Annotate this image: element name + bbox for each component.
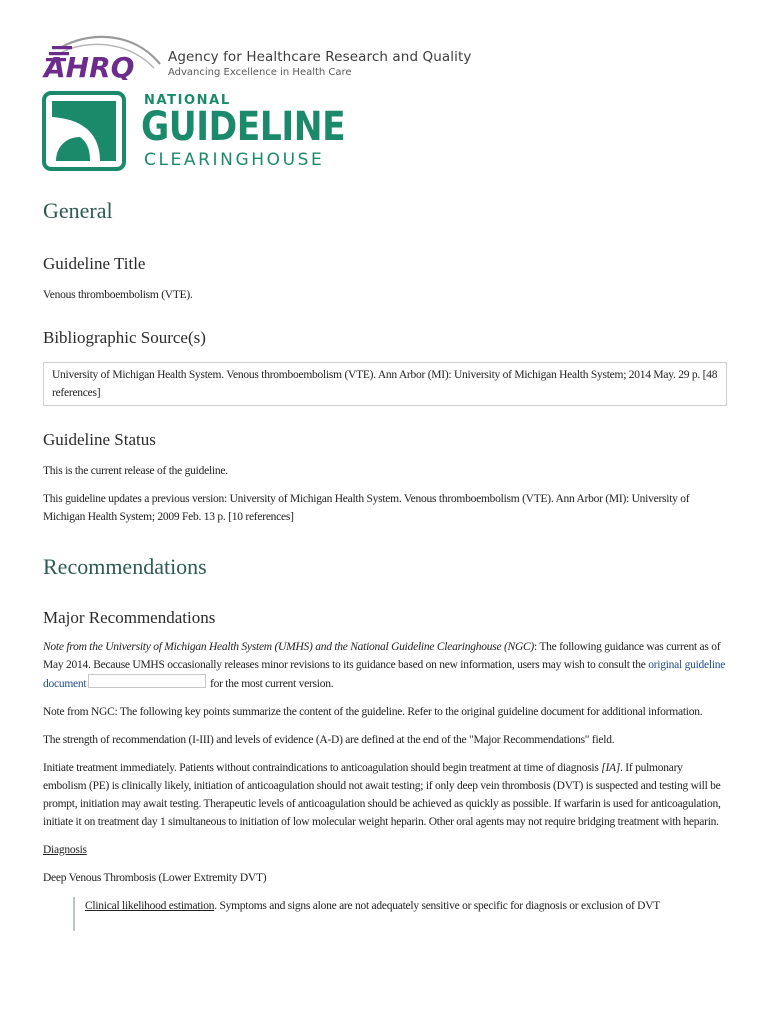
ahrq-agency-name: Agency for Healthcare Research and Quality <box>168 49 472 65</box>
ngc-guideline-text: GUIDELINE <box>141 104 346 150</box>
guideline-title-heading: Guideline Title <box>43 254 146 273</box>
diagnosis-heading: Diagnosis <box>43 844 87 856</box>
umhs-note-body: : The following guidance was current as of May 2014. Because UMHS occasionally releases minor revisions to its guidance based on new information, users may wish to consult the <box>43 641 721 671</box>
ngc-note-paragraph: Note from NGC: The following key points summarize the content of the guideline. Refer to the original guideline document for additional information. <box>43 706 703 718</box>
ahrq-logo-mark-icon <box>42 34 162 80</box>
initiate-treatment-text: Initiate treatment immediately. Patients without contraindications to anticoagulation should begin treatment at time of diagnosis <box>43 762 602 774</box>
section-heading-general: General <box>43 198 113 223</box>
strength-note-paragraph: The strength of recommendation (I-III) and levels of evidence (A-D) are defined at the end of the "Major Recommendations" field. <box>43 734 615 746</box>
guideline-status-current: This is the current release of the guideline. <box>43 465 228 477</box>
major-recommendations-heading: Major Recommendations <box>43 608 216 627</box>
clinical-likelihood-heading: Clinical likelihood estimation <box>85 900 215 912</box>
guideline-status-heading: Guideline Status <box>43 430 156 449</box>
document-content <box>43 196 727 931</box>
ahrq-logo-text: AHRQ <box>44 51 135 80</box>
initiate-treatment-text-cont: . If pulmonary embolism (PE) is clinically likely, initiation of anticoagulation should not await testing; if only deep vein thrombosis (DVT) is suspected and testing will be prompt, initiation may await testing. Therapeutic levels of anticoagulation should be achieved as quickly as possible. If warfarin is used for anticoagulation, initiate it on treatment day 1 simultaneous to initiation of low molecular weight heparin. Other oral agents may not require bridging treatment with heparin. <box>43 762 721 828</box>
ahrq-tagline: Advancing Excellence in Health Care <box>168 67 352 78</box>
original-guideline-link[interactable]: original guideline document <box>43 659 726 690</box>
guideline-title-text: Venous thromboembolism (VTE). <box>43 289 193 301</box>
clinical-likelihood-text: . Symptoms and signs alone are not adequately sensitive or specific for diagnosis or exclusion of DVT <box>214 900 661 912</box>
umhs-note-end: for the most current version. <box>207 678 334 690</box>
ngc-clearinghouse-text: CLEARINGHOUSE <box>144 150 325 170</box>
ngc-logo-mark-icon <box>42 91 126 171</box>
section-heading-recommendations: Recommendations <box>43 554 207 579</box>
bibliographic-source-heading: Bibliographic Source(s) <box>43 328 206 347</box>
clinical-likelihood-block <box>73 897 727 931</box>
clinical-likelihood-paragraph <box>85 897 727 915</box>
umhs-note-italic: Note from the University of Michigan Health System (UMHS) and the National Guideline Clearinghouse (NGC) <box>43 641 535 653</box>
dvt-heading: Deep Venous Thrombosis (Lower Extremity DVT) <box>43 872 267 884</box>
umhs-note-paragraph <box>43 638 727 693</box>
ahrq-logo[interactable] <box>42 34 492 82</box>
ngc-national-text: NATIONAL <box>144 93 231 108</box>
guideline-status-update: This guideline updates a previous version: University of Michigan Health System. Venous thromboembolism (VTE). Ann Arbor (MI): University of Michigan Health System; 2009 Feb. 13 p. [10 references] <box>43 493 690 523</box>
link-placeholder-box <box>88 674 206 688</box>
ngc-logo[interactable] <box>42 91 372 173</box>
evidence-grade: [IA] <box>601 762 621 774</box>
initiate-treatment-paragraph <box>43 759 727 831</box>
bibliographic-source-text: University of Michigan Health System. Venous thromboembolism (VTE). Ann Arbor (MI): University of Michigan Health System; 2014 May. 29 p. [48 references] <box>52 369 718 399</box>
bibliographic-source-box <box>43 362 727 406</box>
